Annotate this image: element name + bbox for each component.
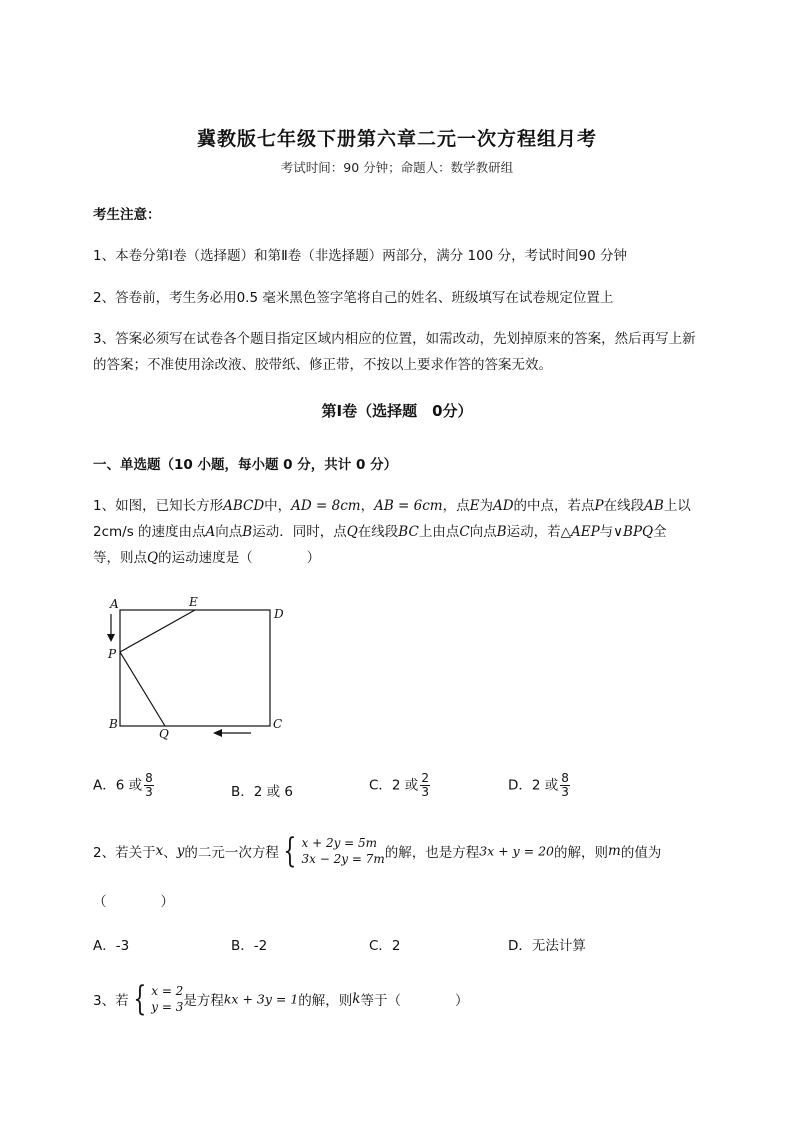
section-title: 第Ⅰ卷（选择题 0分） xyxy=(321,402,473,420)
q1-line-3: 等，则点Q的运动速度是（ ） xyxy=(93,550,321,566)
notice-item-3-cont: 的答案；不准使用涂改液、胶带纸、修正带，不按以上要求作答的答案无效。 xyxy=(93,357,552,373)
notice-heading: 考生注意： xyxy=(93,207,161,223)
q1-option-c[interactable]: C．2 或 $\frac{2}{3}$ xyxy=(369,771,429,799)
q2-line-1: 2、若关于x、y的二元一次方程 { x + 2y = 5m 3x − 2y = 7m 的解，也是方程3x + y = 20的解，则m的值为 xyxy=(93,831,662,871)
notice-item-3: 3、答案必须写在试卷各个题目指定区域内相应的位置，如需改动，先划掉原来的答案，然后再写上新 xyxy=(93,331,696,347)
part-heading: 一、单选题（10 小题，每小题 0 分，共计 0 分） xyxy=(93,457,398,473)
label-b: B xyxy=(109,717,118,731)
q2-answer-paren: （ ） xyxy=(93,894,174,910)
q1-option-b[interactable]: B．2 或 6 xyxy=(231,784,294,800)
label-c: C xyxy=(273,717,283,731)
notice-item-2: 2、答卷前，考生务必用0.5 毫米黑色签字笔将自己的姓名、班级填写在试卷规定位置上 xyxy=(93,290,614,306)
q1-line-2: 2cm/s 的速度由点A向点B运动．同时，点Q在线段BC上由点C向点B运动，若△AEP与∨BPQ全 xyxy=(93,524,667,540)
rectangle-abcd xyxy=(120,610,270,726)
q1-line-1: 1、如图，已知长方形ABCD中，AD = 8cm，AB = 6cm，点E为AD的中点，若点P在线段AB上以 xyxy=(93,498,691,514)
q1-option-d[interactable]: D．2 或 $\frac{8}{3}$ xyxy=(508,771,569,799)
label-d: D xyxy=(274,607,284,621)
q2-system: { x + 2y = 5m 3x − 2y = 7m xyxy=(283,831,385,871)
q2-option-c[interactable]: C．2 xyxy=(369,938,401,954)
notice-item-1: 1、本卷分第Ⅰ卷（选择题）和第Ⅱ卷（非选择题）两部分，满分 100 分，考试时间90 分钟 xyxy=(93,248,628,264)
label-p: P xyxy=(108,647,117,661)
q2-option-a[interactable]: A．-3 xyxy=(93,938,130,954)
q3-line-1: 3、若 { x = 2 y = 3 是方程kx + 3y = 1的解，则k等于（ ） xyxy=(93,979,469,1019)
exam-subtitle: 考试时间：90 分钟；命题人：数学教研组 xyxy=(280,160,514,175)
q2-option-b[interactable]: B．-2 xyxy=(231,938,268,954)
arrow-left-icon xyxy=(213,729,222,737)
segment-pq xyxy=(120,652,165,726)
exam-title: 冀教版七年级下册第六章二元一次方程组月考 xyxy=(196,128,597,150)
q2-option-d[interactable]: D．无法计算 xyxy=(508,938,586,954)
q3-system: { x = 2 y = 3 xyxy=(132,979,184,1019)
q1-figure xyxy=(95,590,295,740)
q1-option-a[interactable]: A．6 或 $\frac{8}{3}$ xyxy=(93,771,153,799)
arrow-down-icon xyxy=(107,634,115,642)
label-e: E xyxy=(189,595,198,609)
label-q: Q xyxy=(159,727,169,740)
segment-pe xyxy=(120,610,195,652)
label-a: A xyxy=(110,597,119,611)
